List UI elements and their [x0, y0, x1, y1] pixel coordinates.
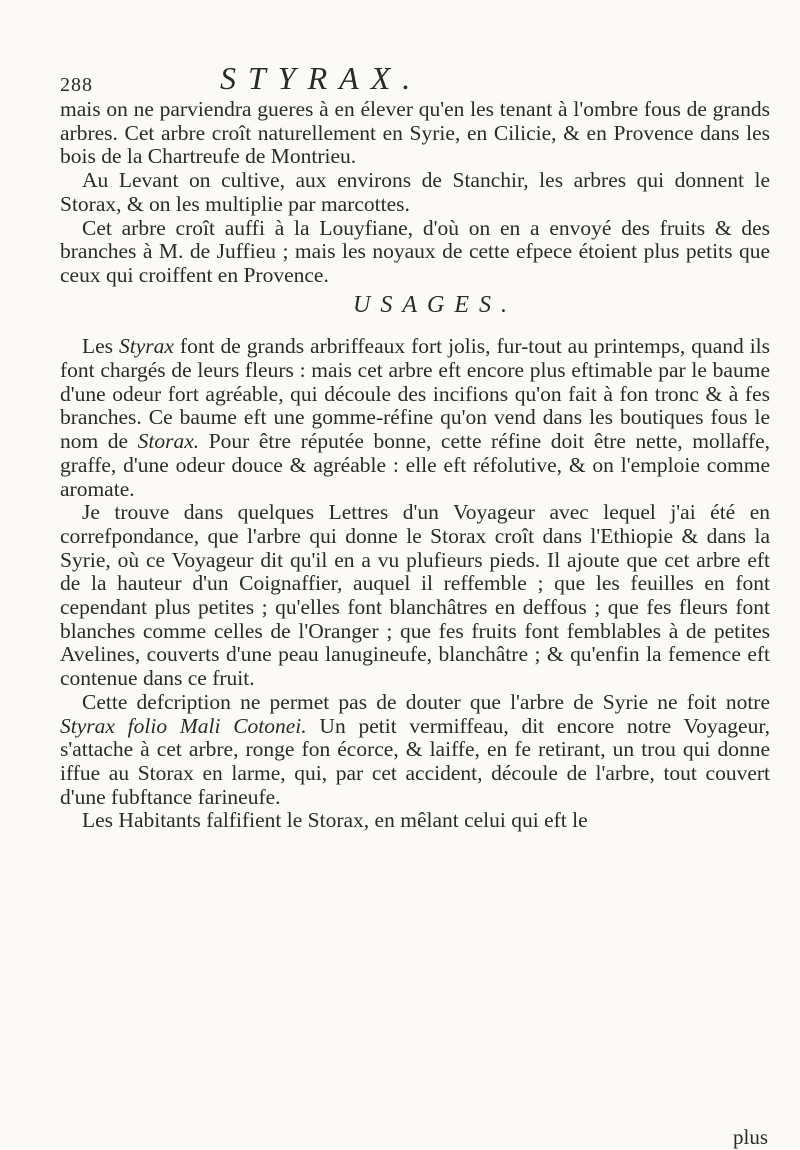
paragraph-habitants: Les Habitants falfifient le Storax, en mêlant celui qui eft le — [82, 808, 588, 833]
running-head: STYRAX. — [220, 60, 423, 96]
paragraph-styrax-description — [60, 335, 770, 501]
paragraph-continuation: mais on ne parviendra gueres à en élever qu'en les tenant à l'ombre fous de grands arbres. Cet arbre croît naturellement en Syrie, en Cilicie, & en Provence dans les bois de la Chartreufe de Montrieu. — [60, 97, 770, 169]
text-segment: Pour être réputée bonne, cette réfine doit être nette, mollaffe, graffe, d'une odeur douce & agréable : elle eft réfolutive, & on l'emploie comme aromate. — [60, 429, 771, 501]
paragraph-louisiane: Cet arbre croît auffi à la Louyfiane, d'où on en a envoyé des fruits & des branches à M. de Juffieu ; mais les noyaux de cette efpece étoient plus petits que ceux qui croiffent en Provence. — [60, 215, 770, 287]
page-number: 288 — [60, 74, 93, 96]
italic-term-storax: Storax. — [137, 429, 200, 454]
body-text — [60, 98, 770, 833]
text-segment: Un petit vermiffeau, dit encore notre Voyageur, s'attache à cet arbre, ronge fon écorce, & laiffe, en fe retirant, un trou qui donne iffue au Storax en larme, qui, par cet accident, découle de l'arbre, tout couvert d'une fubftance farineufe. — [60, 713, 770, 809]
text-segment: Les — [82, 334, 114, 359]
page-header — [60, 60, 780, 100]
text-segment: font de grands arbriffeaux fort jolis, fur-tout au printemps, quand ils font chargés de leurs fleurs : mais cet arbre eft encore plus eftimable par le baume d'une odeur fort agréable, qui découle des incifions qu'on fait à fon tronc & à fes branches. Ce baume eft une gomme-réfine qu'on vend dans les boutiques fous le nom de — [60, 334, 771, 454]
section-title-usages: USAGES. — [353, 291, 517, 318]
italic-species-name: Styrax folio Mali Cotonei. — [60, 713, 307, 738]
paragraph-description-conclusion — [60, 691, 770, 810]
paragraph-voyageur-letters: Je trouve dans quelques Lettres d'un Voyageur avec lequel j'ai été en correfpondance, que l'arbre qui donne le Storax croît dans l'Ethiopie & dans la Syrie, où ce Voyageur dit qu'il en a vu plufieurs pieds. Il ajoute que cet arbre eft de la hauteur d'un Coignaffier, auquel il reffemble ; que les feuilles en font cependant plus petites ; qu'elles font blanchâtres en deffous ; que fes fleurs font blanches comme celles de l'Oranger ; que fes fruits font femblables à de petites Avelines, couverts d'une peau lanugineufe, blanchâtre ; & qu'enfin la femence eft contenue dans ce fruit. — [60, 500, 770, 691]
italic-term-styrax: Styrax — [119, 334, 174, 359]
paragraph-levant: Au Levant on cultive, aux environs de Stanchir, les arbres qui donnent le Storax, & on les multiplie par marcottes. — [60, 168, 770, 216]
text-segment: Cette defcription ne permet pas de douter que l'arbre de Syrie ne foit notre — [82, 689, 770, 714]
catchword: plus — [732, 1125, 768, 1149]
